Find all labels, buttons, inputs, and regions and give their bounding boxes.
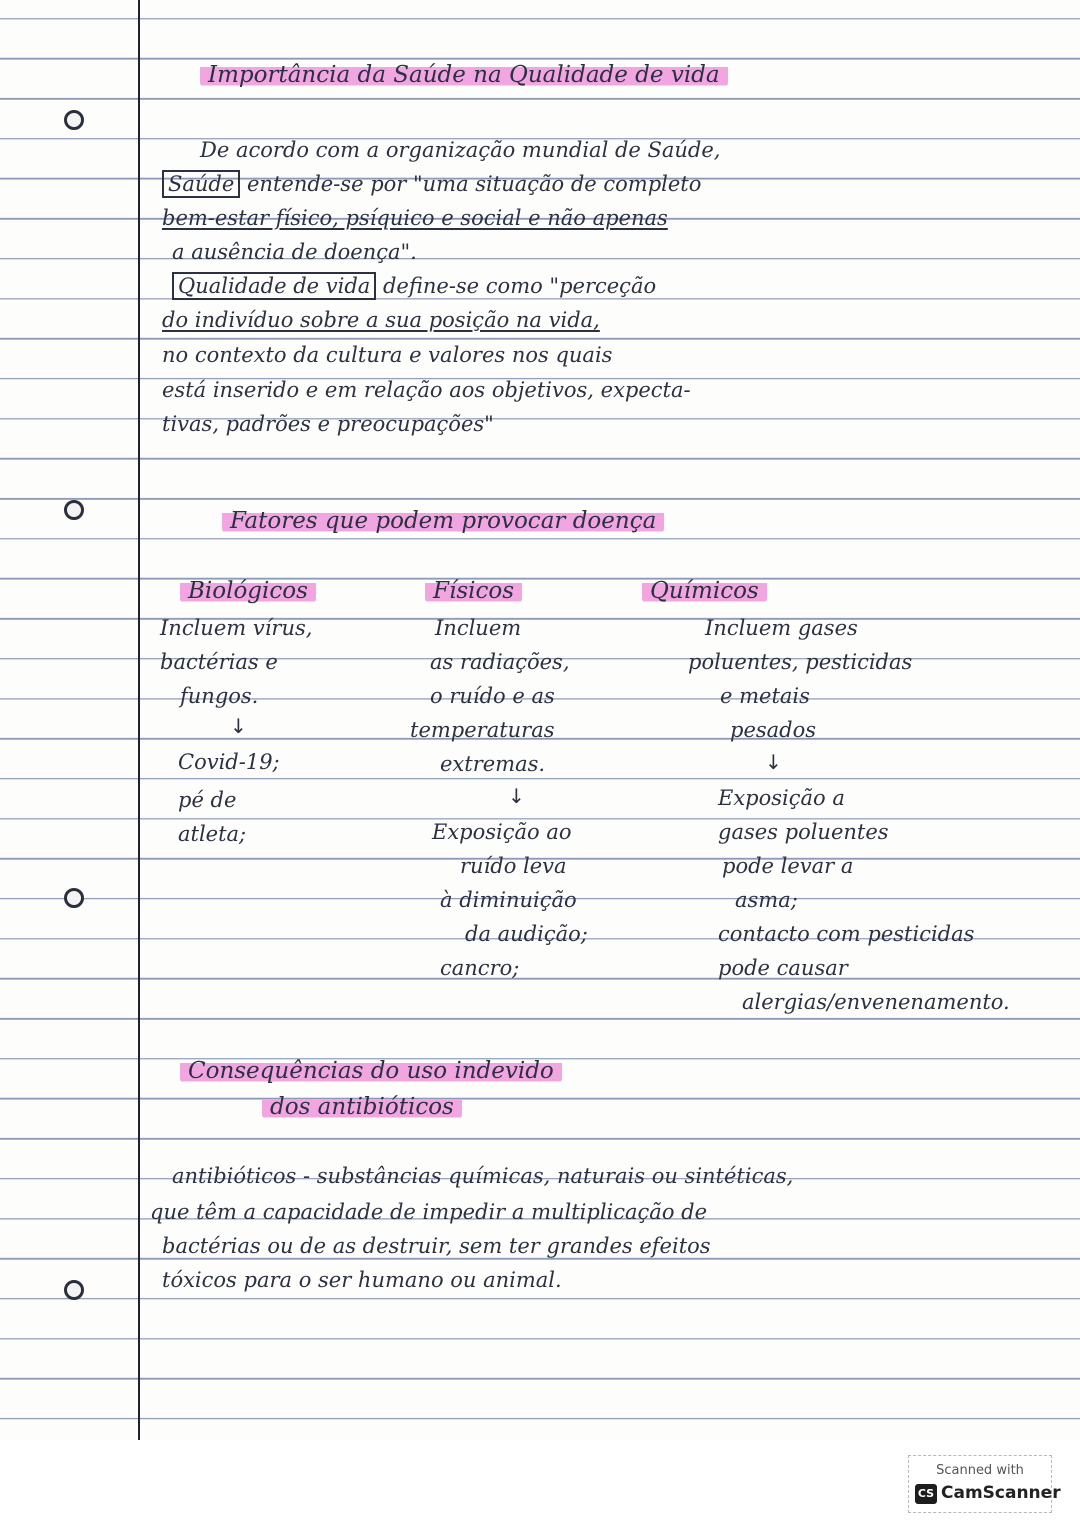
quimicos-line: e metais: [720, 684, 810, 708]
fisicos-example: da audição;: [465, 922, 588, 946]
fisicos-example: Exposição ao: [432, 820, 572, 844]
punch-hole-icon: [64, 500, 84, 520]
antibiotics-line: antibióticos - substâncias químicas, naturais ou sintéticas,: [172, 1164, 794, 1188]
camscanner-stamp: [908, 1455, 1061, 1513]
biologicos-example: Covid-19;: [178, 750, 280, 774]
quimicos-line: poluentes, pesticidas: [688, 650, 913, 674]
intro-line: tivas, padrões e preocupações": [162, 412, 494, 436]
quimicos-example: gases poluentes: [718, 820, 889, 844]
quimicos-example: asma;: [735, 888, 798, 912]
fisicos-line: Incluem: [435, 616, 522, 640]
fisicos-line: temperaturas: [410, 718, 555, 742]
term-qualidade: Qualidade de vida: [172, 272, 376, 300]
intro-line: está inserido e em relação aos objetivos, expecta-: [162, 378, 691, 402]
biologicos-line: Incluem vírus,: [160, 616, 313, 640]
biologicos-line: fungos.: [180, 684, 259, 708]
margin-line: [138, 0, 140, 1440]
arrow-down-icon: ↓: [230, 714, 247, 738]
quimicos-title: Químicos: [642, 580, 767, 603]
stamp-brand: CamScanner: [941, 1483, 1061, 1503]
page-title: Importância da Saúde na Qualidade de vida: [200, 64, 728, 87]
camscanner-logo-icon: CS: [915, 1484, 937, 1504]
biologicos-title: Biológicos: [180, 580, 316, 603]
punch-hole-icon: [64, 888, 84, 908]
quimicos-line: Incluem gases: [705, 616, 858, 640]
intro-line: bem-estar físico, psíquico e social e não apenas: [162, 206, 668, 230]
intro-line: Saúde entende-se por "uma situação de completo: [162, 174, 701, 195]
quimicos-example: Exposição a: [718, 786, 845, 810]
quimicos-example: alergias/envenenamento.: [742, 990, 1010, 1014]
quimicos-example: contacto com pesticidas: [718, 922, 975, 946]
antibiotics-line: que têm a capacidade de impedir a multiplicação de: [150, 1200, 708, 1224]
fisicos-line: o ruído e as: [430, 684, 555, 708]
fisicos-example: à diminuição: [440, 888, 577, 912]
term-saude: Saúde: [162, 170, 240, 198]
biologicos-example: pé de: [178, 788, 237, 812]
intro-line: Qualidade de vida define-se como "perceção: [172, 276, 656, 297]
arrow-down-icon: ↓: [765, 750, 782, 774]
biologicos-line: bactérias e: [160, 650, 278, 674]
intro-line: no contexto da cultura e valores nos quais: [162, 343, 613, 367]
quimicos-example: pode levar a: [722, 854, 854, 878]
fisicos-example: ruído leva: [460, 854, 567, 878]
biologicos-example: atleta;: [178, 822, 247, 846]
fisicos-line: extremas.: [440, 752, 546, 776]
fisicos-example: cancro;: [440, 956, 520, 980]
antibiotics-line: tóxicos para o ser humano ou animal.: [162, 1268, 562, 1292]
arrow-down-icon: ↓: [508, 784, 525, 808]
factors-heading: Fatores que podem provocar doença: [222, 510, 664, 533]
fisicos-title: Físicos: [425, 580, 522, 603]
quimicos-line: pesados: [730, 718, 817, 742]
intro-line: a ausência de doença".: [172, 240, 417, 264]
antibiotics-line: bactérias ou de as destruir, sem ter grandes efeitos: [162, 1234, 711, 1258]
intro-line: De acordo com a organização mundial de Saúde,: [200, 138, 721, 162]
antibiotics-heading: dos antibióticos: [262, 1096, 462, 1119]
quimicos-example: pode causar: [718, 956, 848, 980]
stamp-caption: Scanned with: [936, 1463, 1024, 1478]
intro-line: do indivíduo sobre a sua posição na vida,: [162, 308, 600, 332]
antibiotics-heading: Consequências do uso indevido: [180, 1060, 562, 1083]
punch-hole-icon: [64, 110, 84, 130]
punch-hole-icon: [64, 1280, 84, 1300]
fisicos-line: as radiações,: [430, 650, 570, 674]
